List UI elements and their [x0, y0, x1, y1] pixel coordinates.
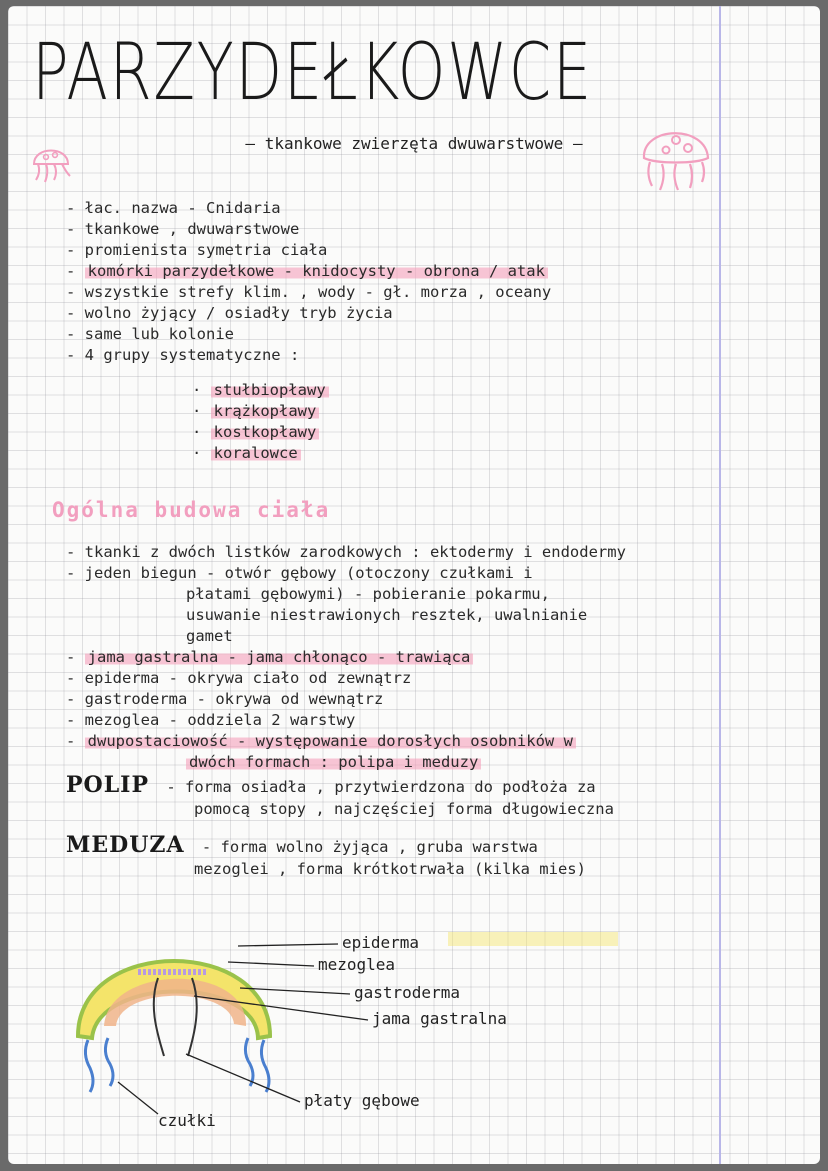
pointer-line	[228, 962, 314, 966]
list-item: · krążkopławy	[192, 401, 329, 422]
label-highlight	[448, 932, 618, 946]
list-item: - tkankowe , dwuwarstwowe	[66, 219, 551, 240]
margin-line	[719, 6, 721, 1164]
body-structure-list	[66, 542, 626, 773]
list-item: - mezoglea - oddziela 2 warstwy	[66, 710, 626, 731]
term-meduza: MEDUZA	[66, 832, 185, 858]
pointer-line	[118, 1082, 158, 1114]
list-item: · koralowce	[192, 443, 329, 464]
list-item: - jeden biegun - otwór gębowy (otoczony czułkami i płatami gębowymi) - pobieranie pokarmu, usuwanie niestrawionych resztek, uwalnianie gamet	[66, 563, 626, 647]
label-epiderma: epiderma	[342, 933, 420, 952]
list-item: - tkanki z dwóch listków zarodkowych : ektodermy i endodermy	[66, 542, 626, 563]
notebook-page	[8, 6, 820, 1164]
list-item: - same lub kolonie	[66, 324, 551, 345]
tentacle	[261, 1040, 269, 1092]
list-item: - komórki parzydełkowe - knidocysty - obrona / atak	[66, 261, 551, 282]
list-item: - gastroderma - okrywa od wewnątrz	[66, 689, 626, 710]
jellyfish-doodle-icon	[636, 118, 716, 198]
label-jama-gastralna: jama gastralna	[372, 1009, 507, 1028]
meduza-definition: MEDUZA - forma wolno żyjąca , gruba warstwa mezoglei , forma krótkotrwała (kilka mies)	[66, 832, 586, 878]
polip-definition: POLIP - forma osiadła , przytwierdzona do podłoża za pomocą stopy , najczęściej forma długowieczna	[66, 772, 614, 818]
list-item: - dwupostaciowość - występowanie dorosłych osobników w dwóch formach : polipa i meduzy	[66, 731, 626, 773]
tentacle	[85, 1040, 93, 1092]
page-subtitle: — tkankowe zwierzęta dwuwarstwowe —	[245, 134, 583, 153]
systematic-groups-list	[192, 380, 329, 464]
jellyfish-diagram	[8, 916, 648, 1146]
list-item: · kostkopławy	[192, 422, 329, 443]
list-item: - 4 grupy systematyczne :	[66, 345, 551, 366]
label-gastroderma: gastroderma	[354, 983, 460, 1002]
list-item: - wszystkie strefy klim. , wody - gł. morza , oceany	[66, 282, 551, 303]
list-item: - wolno żyjący / osiadły tryb życia	[66, 303, 551, 324]
tentacle	[105, 1038, 113, 1086]
pointer-line	[186, 1054, 300, 1102]
list-item: - epiderma - okrywa ciało od zewnątrz	[66, 668, 626, 689]
pointer-line	[194, 996, 368, 1020]
section-heading: Ogólna budowa ciała	[52, 498, 331, 522]
pointer-line	[238, 944, 338, 946]
list-item: - jama gastralna - jama chłonąco - trawiąca	[66, 647, 626, 668]
label-czulki: czułki	[158, 1111, 216, 1130]
label-platy-gebowe: płaty gębowe	[304, 1091, 420, 1110]
label-mezoglea: mezoglea	[318, 955, 396, 974]
list-item: - promienista symetria ciała	[66, 240, 551, 261]
page-title: PARZYDEŁKOWCE	[32, 28, 593, 118]
list-item: · stułbiopławy	[192, 380, 329, 401]
intro-list	[66, 198, 551, 366]
term-polip: POLIP	[66, 772, 150, 798]
list-item: - łac. nazwa - Cnidaria	[66, 198, 551, 219]
